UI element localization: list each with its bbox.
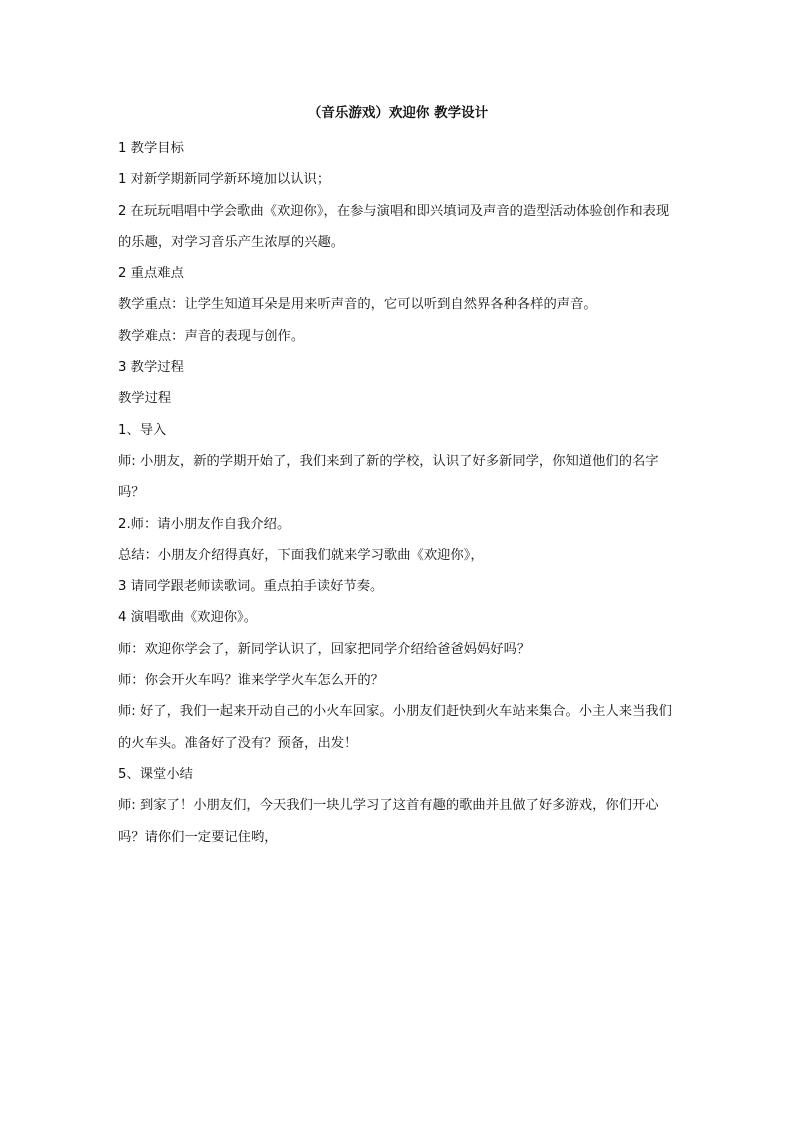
paragraph-train-game: 师: 好了，我们一起来开动自己的小火车回家。小朋友们赶快到火车站来集合。小主人来当我们的火车头。准备好了没有？预备，出发！ — [118, 704, 672, 751]
paragraph-sing-song: 4 演唱歌曲《欢迎你》。 — [118, 610, 258, 626]
key-point-text: 教学重点：让学生知道耳朵是用来听声音的，它可以听到自然界各种各样的声音。 — [118, 297, 597, 313]
section-heading-key-points: 2 重点难点 — [118, 266, 184, 282]
paragraph-self-intro: 2.师：请小朋友作自我介绍。 — [118, 516, 291, 532]
objective-item-2: 2 在玩玩唱唱中学会歌曲《欢迎你》，在参与演唱和即兴填词及声音的造型活动体验创作和表现的乐趣，对学习音乐产生浓厚的兴趣。 — [118, 203, 670, 250]
document-body — [118, 103, 678, 853]
section-heading-objectives: 1 教学目标 — [118, 141, 184, 156]
paragraph-intro-teacher: 师: 小朋友，新的学期开始了，我们来到了新的学校，认识了好多新同学，你知道他们的名字吗？ — [118, 453, 659, 501]
section-heading-process: 3 教学过程 — [118, 360, 184, 376]
paragraph-teacher-question-2: 师：你会开火车吗？谁来学学火车怎么开的？ — [118, 673, 384, 689]
difficult-point-text: 教学难点：声音的表现与创作。 — [118, 328, 305, 344]
paragraph-closing: 师: 到家了！小朋友们，今天我们一块儿学习了这首有趣的歌曲并且做了好多游戏，你们开心吗？请你们一定要记住哟， — [118, 798, 659, 845]
step-heading-intro: 1、导入 — [118, 422, 167, 438]
subheading-process: 教学过程 — [118, 391, 172, 407]
paragraph-read-lyrics: 3 请同学跟老师读歌词。重点拍手读好节奏。 — [118, 579, 384, 595]
objective-item-1: 1 对新学期新同学新环境加以认识； — [118, 172, 331, 188]
step-heading-summary: 5、课堂小结 — [118, 766, 193, 782]
paragraph-teacher-question-1: 师：欢迎你学会了，新同学认识了，回家把同学介绍给爸爸妈妈好吗？ — [118, 641, 531, 657]
paragraph-summary: 总结：小朋友介绍得真好，下面我们就来学习歌曲《欢迎你》， — [118, 547, 484, 563]
document-title: （音乐游戏）欢迎你 教学设计 — [307, 105, 489, 121]
